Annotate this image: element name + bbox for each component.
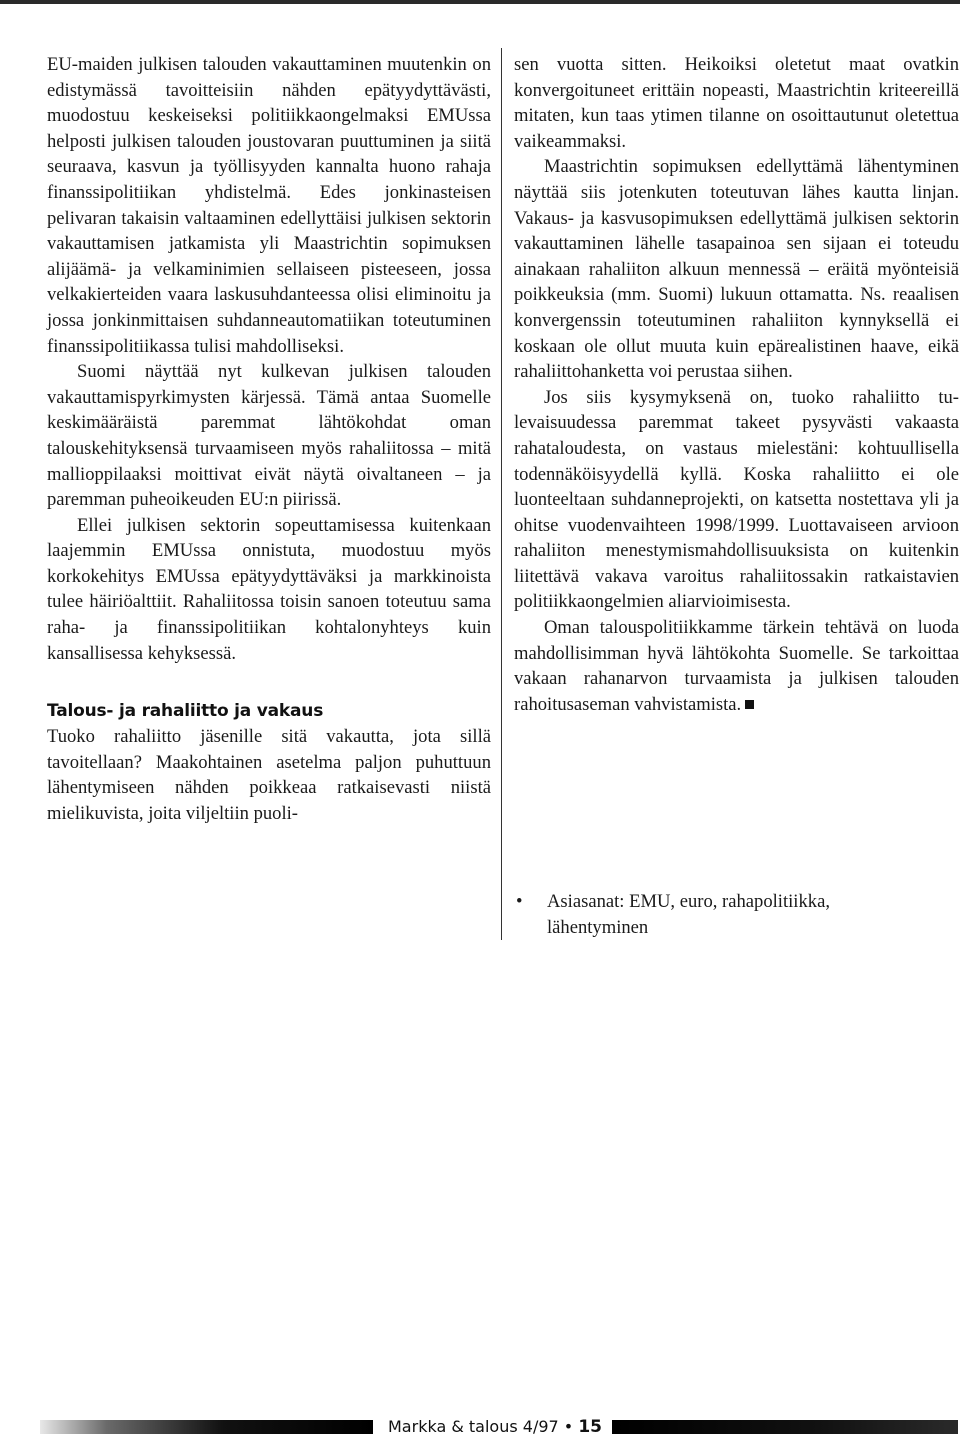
left-paragraph-2: Suomi näyttää nyt kulkevan julkisen talouden vakauttamispyrkimysten kärjessä. Tämä antaa Suomelle keskimääräistä paremmat lähtökohdat oman talouskehityksensä turvaamiseen myös rahaliitossa – mitä mallioppilaaksi moittivat eivät näytä oivaltaneen – ja paremman puheoikeuden EU:n piirissä.: [47, 361, 491, 511]
left-paragraph-1: EU-maiden julkisen talouden vakauttaminen muutenkin on edistymässä tavoitteisiin nähden epätyydyttävästi, muodostuu keskeiseksi politiikkaongelmaksi EMUssa helposti julkisen talouden joustovaran puuttuminen ja siitä seuraava, kasvun ja työllisyyden kannalta huono rahaja finanssipolitiikan yhdistelmä. Edes jonkinasteisen pelivaran takaisin valtaaminen edellyttäisi julkisen sektorin vakauttamisen jatkamista yli Maastrichtin sopimuksen alijäämä- ja velkaminimien sellaiseen pisteeseen, jossa velkakierteiden vaara laskusuhdanteessa olisi eliminoitu ja jossa jonkinmittaisen suhdanneautomatiikan toteutuminen finanssipolitiikassa tulisi mahdolliseksi.: [47, 54, 491, 357]
article-column-right: [514, 52, 959, 717]
footer-publication: Markka & talous 4/97: [388, 1417, 559, 1436]
page-number: 15: [578, 1417, 602, 1437]
top-rule: [0, 0, 960, 4]
section-heading: Talous- ja rahaliitto ja vakaus: [47, 701, 324, 722]
keywords-block: [514, 889, 959, 940]
left-paragraph-3: Ellei julkisen sektorin sopeuttamisessa kuitenkaan laajemmin EMUssa onnistuta, muodostuu myös korkokehitys EMUssa epätyydyttäväksi ja markkinoista tulee häiriöalttiit. Rahaliitossa toisin sanoen toteutuu sama raha- ja finanssipolitiikan kohtalonyhteys kuin kansallisessa kehyksessä.: [47, 514, 491, 664]
bullet-icon: •: [516, 891, 523, 912]
footer-separator: •: [558, 1417, 579, 1436]
column-divider: [501, 48, 502, 940]
right-paragraph-1: sen vuotta sitten. Heikoiksi oletetut maat ovatkin konvergoituneet erittäin nopeasti, Maastrichtin kriteereillä mitaten, kun taas ytimen tilanne on osoittautunut oletettua vaikeammaksi.: [514, 54, 959, 152]
footer-bar-right: [612, 1420, 958, 1434]
page-footer: [0, 1413, 960, 1443]
end-of-article-icon: [745, 700, 754, 709]
right-paragraph-4: [514, 615, 959, 717]
footer-text: [388, 1416, 602, 1438]
right-paragraph-3: Jos siis kysymyksenä on, tuoko rahaliitto tulevaisuudessa paremmat takeet pysyvästi vakaasta rahataloudesta, on vastaus mielestäni: kohtuullisella todennäköisyydellä kyllä. Koska rahaliitto ei ole luonteeltaan suhdanneprojekti, on katsetta nostettava yli ja ohitse vuodenvaihteen 1998/1999. Luottavaiseen arvioon rahaliiton menestymismahdollisuuksista on kuitenkin liitettävä vakava varoitus rahaliitossakin ratkaistavien politiikkaongelmien aliarvioimisesta.: [514, 386, 959, 613]
right-paragraph-2: Maastrichtin sopimuksen edellyttämä lähentyminen näyttää siis jotenkuten toteutuvan lähes kautta linjan. Vakaus- ja kasvusopimuksen edellyttämä julkisen sektorin vakauttaminen lähelle tasapainoa sen sijaan ei toteudu ainakaan rahaliiton alkuun mennessä – eräitä myönteisiä poikkeuksia (mm. Suomi) lukuun ottamatta. Ns. reaalisen konvergenssin toteutuminen rahaliiton kynnyksellä ei koskaan ole ollut muuta kuin epärealistinen haave, eikä rahaliittohanketta voi perustaa siihen.: [514, 156, 959, 383]
right-paragraph-4-text: Oman talouspolitiikkamme tärkein tehtävä on luoda mahdollisimman hyvä lähtökohta Suomelle. Se tarkoittaa vakaan rahanarvon turvaamista ja julkisen talouden rahoitusaseman vahvistamista.: [514, 617, 959, 715]
keywords-text: Asiasanat: EMU, euro, rahapolitiikka, lähentyminen: [547, 891, 830, 938]
left-paragraph-4: Tuoko rahaliitto jäsenille sitä vakautta, jota sillä tavoitellaan? Maakohtainen asetelma paljon puhuttuun lähentymiseen nähden poikkeaa ratkaisevasti niistä mielikuvista, joita viljeltiin puoli-: [47, 726, 491, 825]
footer-bar-left: [40, 1420, 373, 1434]
article-column-left: [47, 52, 491, 827]
